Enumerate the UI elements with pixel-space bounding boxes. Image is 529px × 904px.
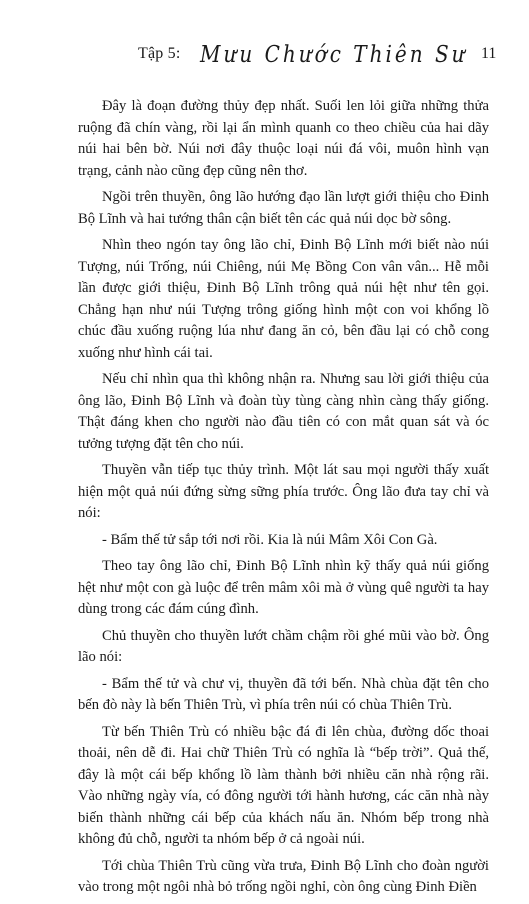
- series-title: Mưu Chước Thiên Sư: [200, 40, 468, 68]
- paragraph: Theo tay ông lão chỉ, Đinh Bộ Lĩnh nhìn kỹ thấy quả núi giống hệt như một con gà luộc để trên mâm xôi mà ở vùng quê người ta hay dùng trong các đám cúng đình.: [78, 558, 489, 617]
- paragraph: Đây là đoạn đường thủy đẹp nhất. Suối len lỏi giữa những thửa ruộng đã chín vàng, rồi lại ẩn mình quanh co theo chiều của hai dãy núi hai bên bờ. Núi nơi đây thuộc loại núi đá vôi, muôn hình vạn trạng, cảnh nào cũng đẹp cũng nên thơ.: [78, 98, 489, 179]
- paragraph: - Bẩm thế tử và chư vị, thuyền đã tới bến. Nhà chùa đặt tên cho bến đò này là bến Thiên Trù, vì phía trên núi có chùa Thiên Trù.: [78, 675, 489, 713]
- running-header: [0, 40, 529, 72]
- paragraph: Nếu chỉ nhìn qua thì không nhận ra. Nhưng sau lời giới thiệu của ông lão, Đinh Bộ Lĩnh và đoàn tùy tùng càng nhìn càng thấy giống. Thật đáng khen cho người nào đầu tiên có con mắt quan sát và óc tưởng tượng đặt tên cho núi.: [78, 371, 489, 452]
- paragraph: Từ bến Thiên Trù có nhiều bậc đá đi lên chùa, đường dốc thoai thoải, nên dễ đi. Hai chữ Thiên Trù có nghĩa là “bếp trời”. Quả thế, đây là một cái bếp khổng lồ làm thành bởi nhiều căn nhà rộng rãi. Vào những ngày vía, có đông người tới hành hương, các căn nhà này biến thành những cái bếp của khách nấu ăn. Nhóm bếp trong nhà không đủ chỗ, người ta nhóm bếp ở cả ngoài núi.: [78, 723, 489, 847]
- paragraph: Chủ thuyền cho thuyền lướt chầm chậm rồi ghé mũi vào bờ. Ông lão nói:: [78, 627, 489, 665]
- paragraph: Nhìn theo ngón tay ông lão chỉ, Đinh Bộ Lĩnh mới biết nào núi Tượng, núi Trống, núi Chiêng, núi Mẹ Bồng Con vân vân... Hễ mỗi lần được giới thiệu, Đinh Bộ Lĩnh trông quả núi hệt như tên gọi. Chẳng hạn như núi Tượng trông giống hình một con voi khổng lồ chúc đầu xuống ruộng lúa như đang ăn cỏ, bên đầu lại có chỗ cong xuống như hình cái tai.: [78, 237, 489, 361]
- episode-label: Tập 5:: [138, 45, 181, 62]
- paragraph: Ngồi trên thuyền, ông lão hướng đạo lần lượt giới thiệu cho Đinh Bộ Lĩnh và hai tướng thân cận biết tên các quả núi dọc bờ sông.: [78, 189, 489, 227]
- body-text: [78, 96, 489, 904]
- paragraph: Thuyền vẫn tiếp tục thủy trình. Một lát sau mọi người thấy xuất hiện một quả núi đứng sừng sững phía trước. Ông lão đưa tay chỉ và nói:: [78, 462, 489, 521]
- page-number: 11: [481, 45, 497, 62]
- paragraph: - Bẩm thế tử sắp tới nơi rồi. Kia là núi Mâm Xôi Con Gà.: [102, 531, 438, 548]
- paragraph: Tới chùa Thiên Trù cũng vừa trưa, Đinh Bộ Lĩnh cho đoàn người vào trong một ngôi nhà bỏ trống ngồi nghỉ, còn ông cùng Đinh Điền: [78, 857, 489, 895]
